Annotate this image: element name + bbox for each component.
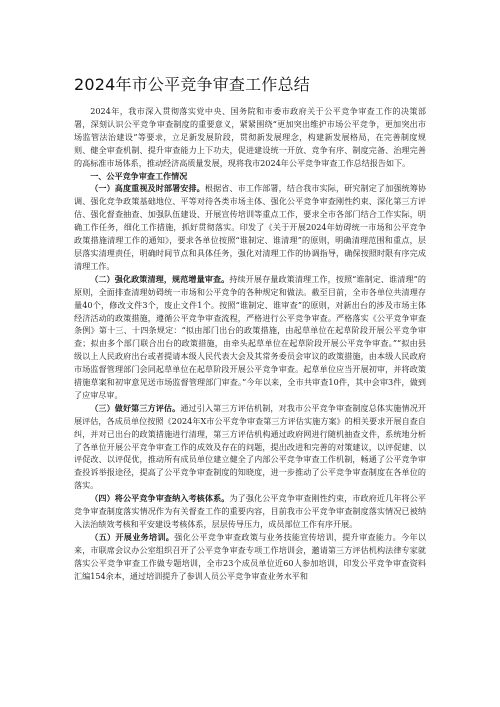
paragraph-1-lead: （一）高度重视及时部署安排。	[90, 183, 205, 194]
paragraph-2-lead: （二）强化政策清理，规范增量审查。	[90, 273, 230, 284]
paragraph-5-body: 强化公平竞争审查政策与业务技能宣传培训，提升审查能力。今年以来，市联席会议办公室组织召开了公平竞争审查专项工作培训会，邀请第三方评估机构法律专家就落实公平竞争审查工作做专题培训，全市23个成员单位近60人参加培训，印发公平竞争审查资料汇编154余本，通过培训提升了参训人员公平竞争审查业务水平和	[74, 531, 426, 581]
paragraph-2	[74, 273, 426, 402]
document-title: 2024年市公平竞争审查工作总结	[74, 75, 310, 94]
paragraph-1-body: 根据省、市工作部署，结合我市实际，研究制定了加强统筹协调、强化竞争政策基础地位、平等对待各类市场主体、强化公平竞争审查刚性约束、深化第三方评估、强化督查抽查、加强队伍建设、开展宣传培训等重点工作，要求全市各部门结合工作实际，明确工作任务，细化工作措施，抓好贯彻落实。印发了《关于开展2024年妨碍统一市场和公平竞争政策措施清理工作的通知》，要求各单位按照“谁制定、谁清理”的原则，明确清理范围和重点，层层落实清理责任，明确时间节点和具体任务，强化对清理工作的协调指导，确保按照时限有序完成清理工作。	[74, 183, 426, 271]
section-heading-1: 一、公平竞争审查工作情况	[90, 170, 188, 181]
paragraph-3-body: 通过引入第三方评估机制，对我市公平竞争审查制度总体实施情况开展评估，各成员单位按照《2024年X市公平竞争审查第三方评估实施方案》的相关要求开展自查自纠，并对已出台的政策措施进行清理，第三方评估机构通过政府网进行随机抽查文件，系统地分析了各单位开展公平竞争审查工作的成效及存在的问题，提出改进和完善的对策建议，以评促建、以评促改、以评促优，推动所有成员单位建立健全了内部公平竞争审查工作机制，畅通了公平竞争审查投诉举报途径，提高了公平竞争审查制度的知晓度，进一步推动了公平竞争审查制度在各单位的落实。	[74, 402, 426, 491]
paragraph-1	[74, 182, 426, 272]
document-body	[74, 105, 426, 583]
paragraph-3-lead: （三）做好第三方评估。	[90, 402, 181, 413]
paragraph-4-body: 为了强化公平竞争审查刚性约束，市政府近几年将公平竞争审查制度落实情况作为有关督查工作的重要内容，目前我市公平竞争审查制度落实情况已被纳入法治绩效考核和平安建设考核体系，层层传导压力，成员部位工作有序开展。	[74, 493, 426, 529]
paragraph-5	[74, 531, 426, 583]
intro-paragraph: 2024年，我市深入贯彻落实党中央、国务院和市委市政府关于公平竞争审查工作的决策部署，深刻认识公平竞争审查制度的重要意义，紧紧围绕“更加突出维护市场公平竞争，更加突出市场监管法治建设”等要求，立足新发展阶段，贯彻新发展理念，构建新发展格局，在完善制度规则、健全审查机制、提升审查能力上下功夫，促进建设统一开放、竞争有序、制度完备、治理完善的高标准市场体系，推动经济高质量发展，现将我市2024年公平竞争审查工作总结报告如下。	[74, 106, 426, 168]
paragraph-2-body: 持续开展存量政策清理工作，按照“谁制定、谁清理”的原则，全面排查清理妨碍统一市场和公平竞争的各种规定和做法。截至目前，全市各单位共清理存量40个，修改文件3个，废止文件1个。按照“谁制定、谁审查”的原则，对新出台的涉及市场主体经济活动的政策措施，遵循公平竞争审查流程，严格进行公平竞争审查。严格落实《公平竞争审查条例》第十三、十四条规定：“拟由部门出台的政策措施，由起草单位在起草阶段开展公平竞争审查；拟由多个部门联合出台的政策措施，由牵头起草单位在起草阶段开展公平竞争审查。”“拟由县级以上人民政府出台或者提请本级人民代表大会及其常务委员会审议的政策措施，由本级人民政府市场监督管理部门会同起草单位在起草阶段开展公平竞争审查。起草单位应当开展初审，并将政策措施草案和初审意见送市场监督管理部门审查。”今年以来，全市共审查10件，其中会审3件，做到了应审尽审。	[74, 273, 426, 400]
paragraph-5-lead: （五）开展业务培训。	[90, 531, 175, 542]
paragraph-4	[74, 492, 426, 531]
paragraph-4-lead: （四）将公平竞争审查纳入考核体系。	[90, 493, 230, 504]
paragraph-3	[74, 402, 426, 492]
